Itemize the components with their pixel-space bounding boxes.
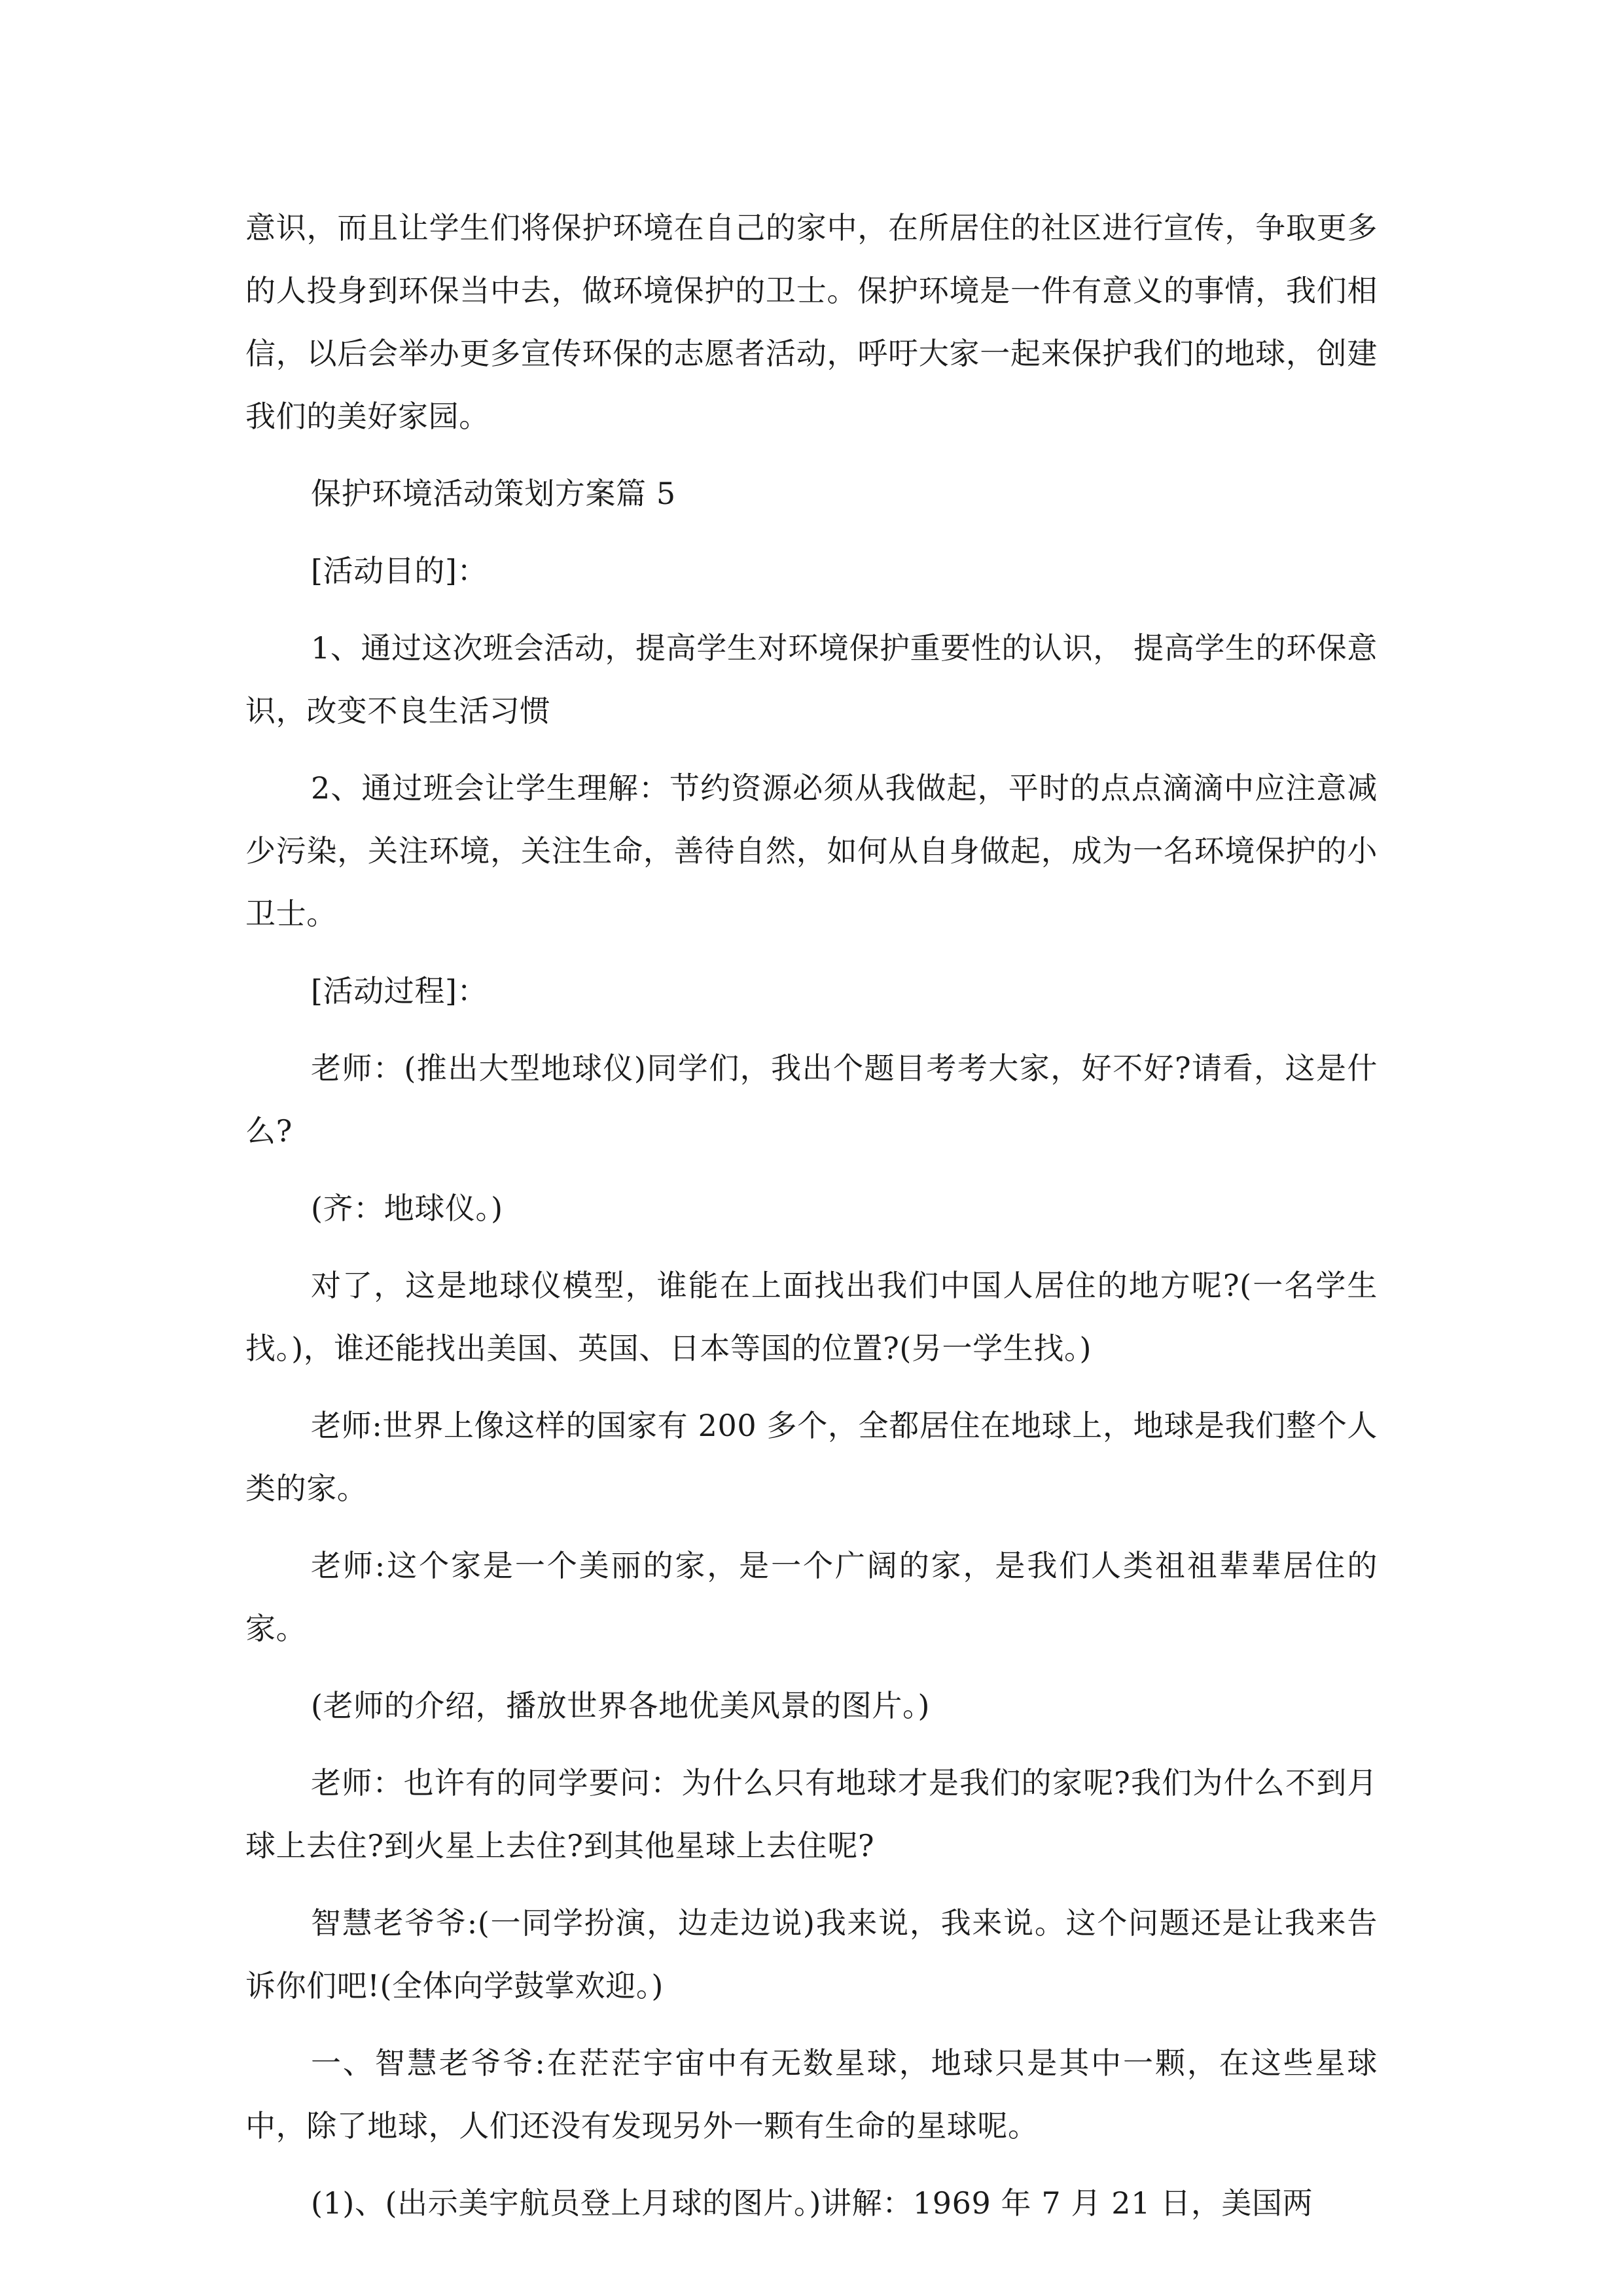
paragraph: 意识，而且让学生们将保护环境在自己的家中，在所居住的社区进行宣传，争取更多的人投身到环保当中去，做环境保护的卫士。保护环境是一件有意义的事情，我们相信，以后会举办更多宣传环保的志愿者活动，呼吁大家一起来保护我们的地球，创建我们的美好家园。 [245, 210, 1378, 434]
paragraph: 2、通过班会让学生理解：节约资源必须从我做起，平时的点点滴滴中应注意减少污染，关注环境，关注生命，善待自然，如何从自身做起，成为一名环境保护的小卫士。 [245, 770, 1378, 931]
paragraph: (齐：地球仪。) [311, 1191, 503, 1226]
paragraph: 老师:世界上像这样的国家有 200 多个，全都居住在地球上，地球是我们整个人类的家。 [245, 1408, 1378, 1506]
paragraph: 对了，这是地球仪模型，谁能在上面找出我们中国人居住的地方呢?(一名学生找。)，谁还能找出美国、英国、日本等国的位置?(另一学生找。) [245, 1268, 1378, 1366]
paragraph: (1)、(出示美宇航员登上月球的图片。)讲解：1969 年 7 月 21 日，美国两 [311, 2185, 1313, 2221]
subheading-activity-process: [活动过程]： [311, 973, 488, 1009]
document-body [245, 196, 1378, 2249]
paragraph: 老师：(推出大型地球仪)同学们，我出个题目考考大家，好不好?请看，这是什么? [245, 1050, 1378, 1149]
paragraph: 1、通过这次班会活动，提高学生对环境保护重要性的认识， 提高学生的环保意识，改变不良生活习惯 [245, 630, 1378, 728]
paragraph: 老师：也许有的同学要问：为什么只有地球才是我们的家呢?我们为什么不到月球上去住?到火星上去住?到其他星球上去住呢? [245, 1765, 1378, 1863]
paragraph: 老师:这个家是一个美丽的家，是一个广阔的家，是我们人类祖祖辈辈居住的家。 [245, 1548, 1378, 1646]
section-heading: 保护环境活动策划方案篇 5 [311, 476, 676, 511]
subheading-activity-purpose: [活动目的]： [311, 553, 488, 588]
paragraph: 一、智慧老爷爷:在茫茫宇宙中有无数星球，地球只是其中一颗，在这些星球中，除了地球，人们还没有发现另外一颗有生命的星球呢。 [245, 2045, 1378, 2144]
paragraph: 智慧老爷爷:(一同学扮演，边走边说)我来说，我来说。这个问题还是让我来告诉你们吧!(全体向学鼓掌欢迎。) [245, 1905, 1378, 2003]
paragraph: (老师的介绍，播放世界各地优美风景的图片。) [311, 1688, 931, 1723]
